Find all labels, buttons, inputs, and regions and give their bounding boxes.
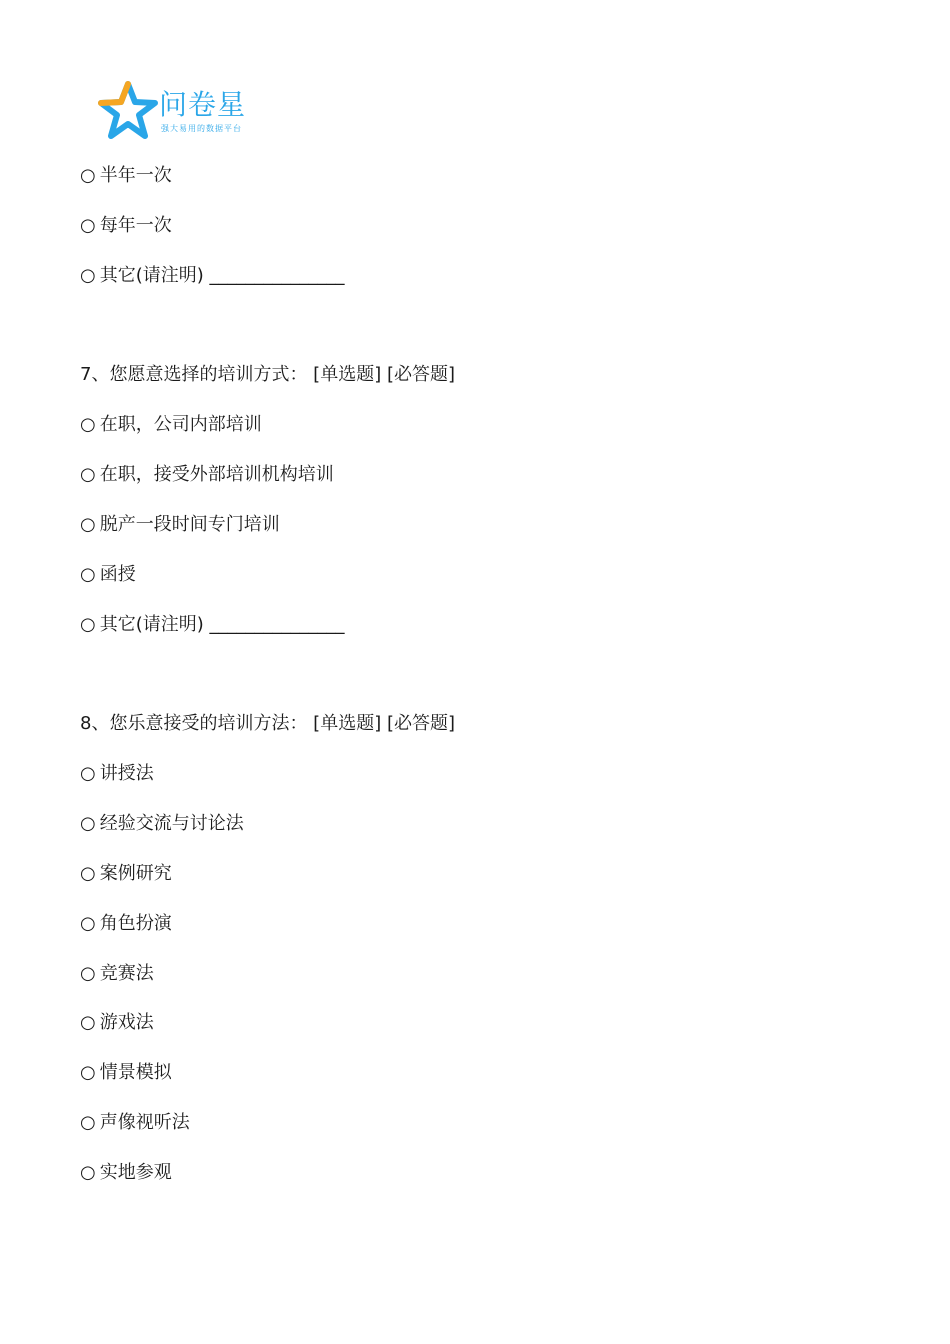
option-label: 游戏法 [99, 1012, 154, 1033]
radio-circle-icon[interactable]: ○ [80, 1062, 96, 1083]
option-label: 竞赛法 [99, 963, 154, 984]
option-label: 每年一次 [99, 215, 172, 236]
radio-circle-icon[interactable]: ○ [80, 414, 96, 435]
radio-circle-icon[interactable]: ○ [80, 1012, 96, 1033]
logo-brand-text: 问卷星 [159, 88, 247, 121]
q8-option[interactable] [80, 1011, 154, 1035]
option-label: 讲授法 [99, 763, 154, 784]
radio-circle-icon[interactable]: ○ [80, 165, 96, 186]
radio-circle-icon[interactable]: ○ [80, 913, 96, 934]
option-label: 情景模拟 [99, 1062, 172, 1083]
radio-circle-icon[interactable]: ○ [80, 813, 96, 834]
option-label: 角色扮演 [99, 913, 172, 934]
q8-option[interactable] [80, 812, 244, 836]
q8-option[interactable] [80, 762, 154, 786]
q8-option[interactable] [80, 1111, 190, 1135]
radio-circle-icon[interactable]: ○ [80, 564, 96, 585]
radio-circle-icon[interactable]: ○ [80, 963, 96, 984]
radio-circle-icon[interactable]: ○ [80, 614, 96, 635]
star-logo-icon [97, 80, 159, 142]
question-title-q7: 7、您愿意选择的培训方式： [单选题] [必答题] [80, 364, 455, 385]
q6-option[interactable] [80, 214, 172, 238]
q8-option[interactable] [80, 1061, 172, 1085]
radio-circle-icon[interactable]: ○ [80, 215, 96, 236]
option-label: 函授 [99, 564, 136, 585]
q7-option[interactable] [80, 463, 334, 487]
option-label: 声像视听法 [99, 1112, 190, 1133]
radio-circle-icon[interactable]: ○ [80, 464, 96, 485]
option-label: 脱产一段时间专门培训 [99, 514, 280, 535]
wenjuanxing-logo [97, 80, 257, 140]
q8-option[interactable] [80, 912, 172, 936]
option-label: 在职，公司内部培训 [99, 414, 262, 435]
option-label: 半年一次 [99, 165, 172, 186]
q8-option[interactable] [80, 962, 154, 986]
radio-circle-icon[interactable]: ○ [80, 265, 96, 286]
option-label: 其它(请注明) _______________ [99, 614, 345, 635]
option-label: 其它(请注明) _______________ [99, 265, 345, 286]
radio-circle-icon[interactable]: ○ [80, 1162, 96, 1183]
q7-option[interactable] [80, 563, 136, 587]
q7-option[interactable] [80, 613, 345, 637]
q7-option[interactable] [80, 413, 262, 437]
radio-circle-icon[interactable]: ○ [80, 863, 96, 884]
option-label: 实地参观 [99, 1162, 172, 1183]
radio-circle-icon[interactable]: ○ [80, 514, 96, 535]
option-label: 在职，接受外部培训机构培训 [99, 464, 334, 485]
q8-option[interactable] [80, 1161, 172, 1185]
q7-option[interactable] [80, 513, 280, 537]
logo-slogan: 强大易用的数据平台 [161, 124, 242, 133]
q8-option[interactable] [80, 862, 172, 886]
q6-option[interactable] [80, 164, 172, 188]
question-title-q8: 8、您乐意接受的培训方法： [单选题] [必答题] [80, 713, 455, 734]
option-label: 经验交流与讨论法 [99, 813, 244, 834]
radio-circle-icon[interactable]: ○ [80, 1112, 96, 1133]
radio-circle-icon[interactable]: ○ [80, 763, 96, 784]
q6-option[interactable] [80, 264, 345, 288]
option-label: 案例研究 [99, 863, 172, 884]
